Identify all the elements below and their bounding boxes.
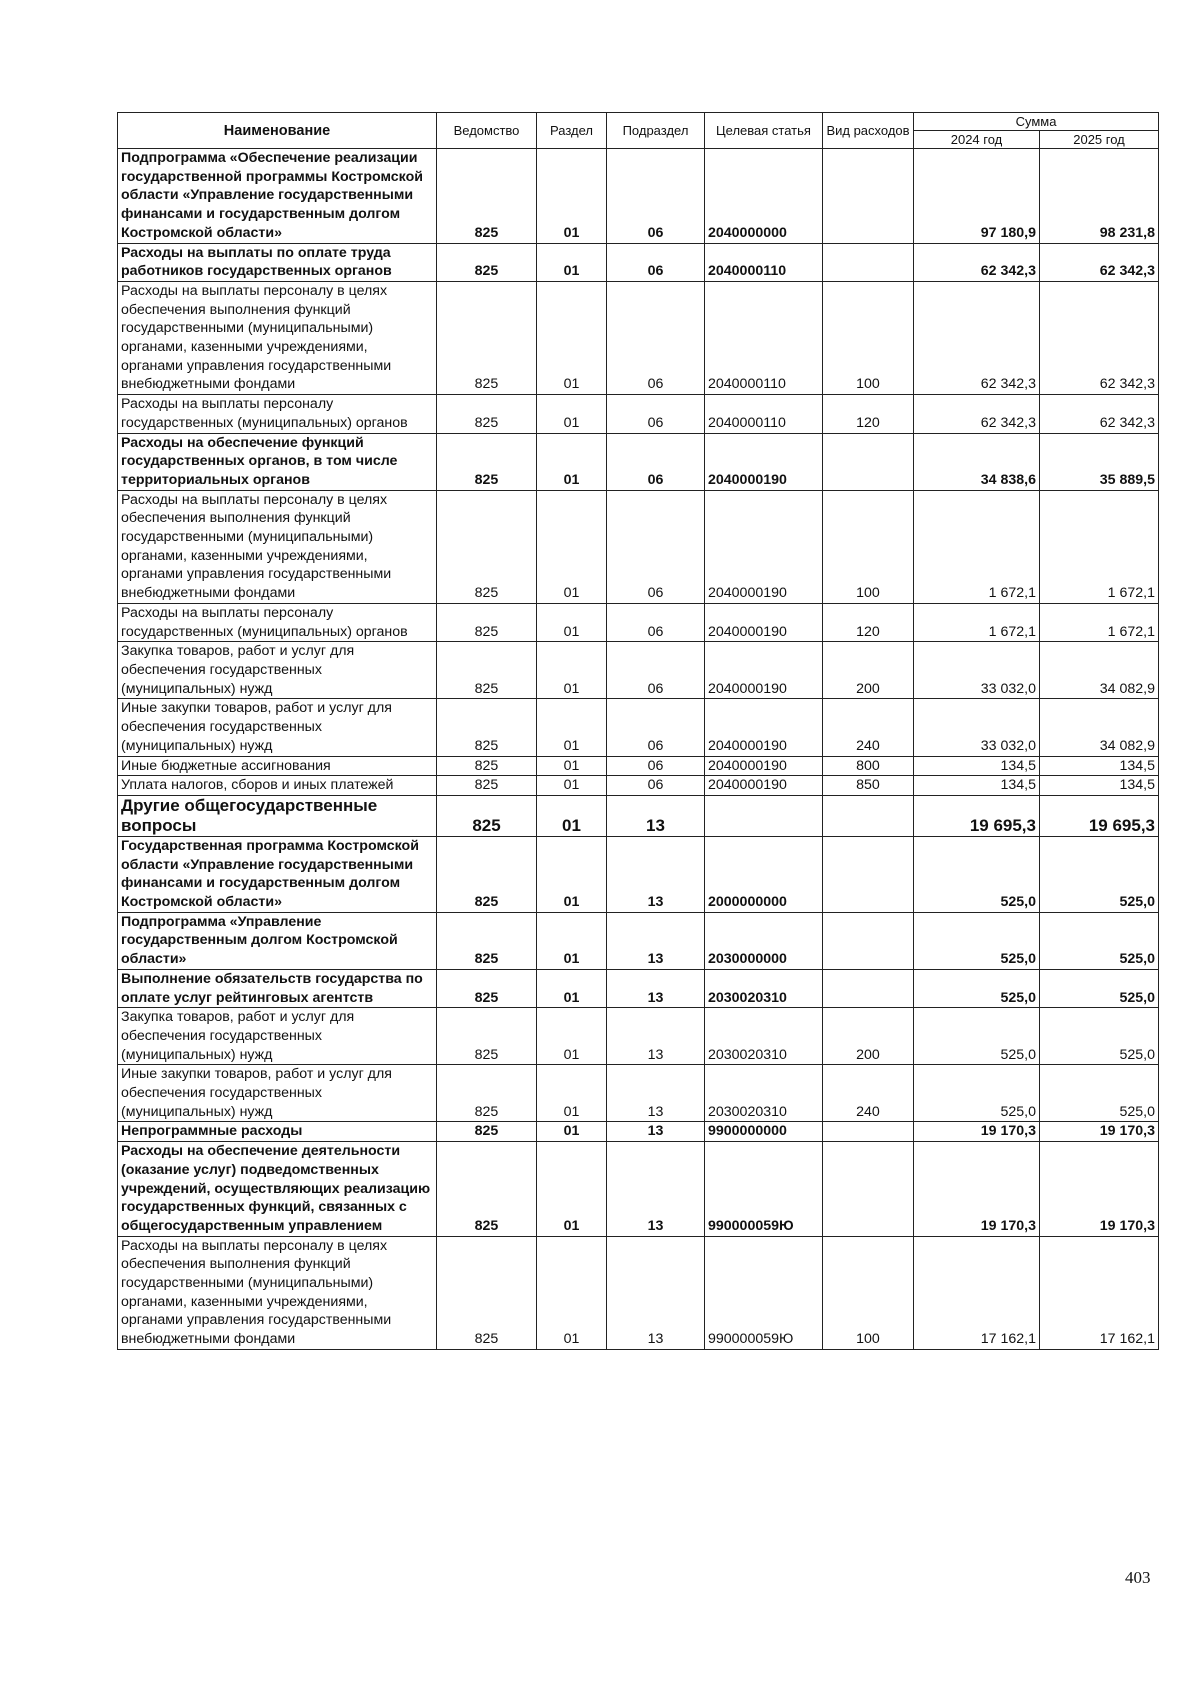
table-row xyxy=(118,1142,1159,1237)
row-vid xyxy=(823,1142,914,1237)
row-celevaya-statya: 2040000110 xyxy=(705,395,823,433)
row-vedomstvo: 825 xyxy=(437,395,537,433)
row-vid: 100 xyxy=(823,281,914,394)
row-vid: 120 xyxy=(823,395,914,433)
row-vid xyxy=(823,969,914,1007)
header-2025: 2025 год xyxy=(1040,131,1159,149)
row-podrazdel: 06 xyxy=(607,603,705,641)
row-celevaya-statya: 9900000000 xyxy=(705,1122,823,1142)
row-vid: 200 xyxy=(823,642,914,699)
row-razdel: 01 xyxy=(537,490,607,603)
row-sum-2024: 1 672,1 xyxy=(914,603,1040,641)
row-vedomstvo: 825 xyxy=(437,699,537,756)
row-vedomstvo: 825 xyxy=(437,1236,537,1349)
row-razdel: 01 xyxy=(537,1142,607,1237)
row-vedomstvo: 825 xyxy=(437,243,537,281)
row-celevaya-statya: 2040000190 xyxy=(705,603,823,641)
table-row xyxy=(118,1008,1159,1065)
row-sum-2024: 17 162,1 xyxy=(914,1236,1040,1349)
row-vedomstvo: 825 xyxy=(437,603,537,641)
row-sum-2025: 19 695,3 xyxy=(1040,795,1159,836)
row-name: Выполнение обязательств государства по оплате услуг рейтинговых агентств xyxy=(118,969,437,1007)
row-podrazdel: 13 xyxy=(607,1008,705,1065)
row-sum-2024: 19 170,3 xyxy=(914,1142,1040,1237)
row-name: Подпрограмма «Обеспечение реализации государственной программы Костромской области «Управление государственными финансами и государственным долгом Костромской области» xyxy=(118,149,437,244)
row-name: Закупка товаров, работ и услуг для обеспечения государственных (муниципальных) нужд xyxy=(118,1008,437,1065)
row-sum-2024: 1 672,1 xyxy=(914,490,1040,603)
row-vedomstvo: 825 xyxy=(437,836,537,912)
row-sum-2025: 62 342,3 xyxy=(1040,395,1159,433)
row-sum-2024: 62 342,3 xyxy=(914,395,1040,433)
row-name: Расходы на выплаты персоналу в целях обеспечения выполнения функций государственными (муниципальными) органами, казенными учреждениями, органами управления государственными внебюджетными фондами xyxy=(118,490,437,603)
row-name: Уплата налогов, сборов и иных платежей xyxy=(118,776,437,796)
row-celevaya-statya: 2040000000 xyxy=(705,149,823,244)
row-sum-2025: 62 342,3 xyxy=(1040,243,1159,281)
row-sum-2025: 1 672,1 xyxy=(1040,490,1159,603)
row-razdel: 01 xyxy=(537,1236,607,1349)
row-sum-2025: 525,0 xyxy=(1040,1008,1159,1065)
row-sum-2025: 19 170,3 xyxy=(1040,1142,1159,1237)
row-podrazdel: 13 xyxy=(607,1065,705,1122)
header-podrazdel: Подраздел xyxy=(607,113,705,149)
row-sum-2024: 97 180,9 xyxy=(914,149,1040,244)
table-row xyxy=(118,776,1159,796)
row-name: Расходы на обеспечение функций государственных органов, в том числе территориальных органов xyxy=(118,433,437,490)
header-summa: Сумма xyxy=(914,113,1159,131)
row-razdel: 01 xyxy=(537,699,607,756)
row-name: Иные закупки товаров, работ и услуг для обеспечения государственных (муниципальных) нужд xyxy=(118,699,437,756)
row-razdel: 01 xyxy=(537,603,607,641)
table-row xyxy=(118,1236,1159,1349)
row-celevaya-statya: 2030020310 xyxy=(705,1008,823,1065)
row-vid xyxy=(823,912,914,969)
row-vedomstvo: 825 xyxy=(437,1008,537,1065)
table-row xyxy=(118,756,1159,776)
row-vedomstvo: 825 xyxy=(437,912,537,969)
table-row xyxy=(118,433,1159,490)
row-razdel: 01 xyxy=(537,149,607,244)
row-sum-2024: 525,0 xyxy=(914,912,1040,969)
row-sum-2024: 525,0 xyxy=(914,1065,1040,1122)
row-podrazdel: 06 xyxy=(607,433,705,490)
row-vid: 850 xyxy=(823,776,914,796)
row-sum-2025: 134,5 xyxy=(1040,756,1159,776)
row-sum-2025: 19 170,3 xyxy=(1040,1122,1159,1142)
row-celevaya-statya: 2040000190 xyxy=(705,642,823,699)
table-row xyxy=(118,1122,1159,1142)
row-celevaya-statya: 2030020310 xyxy=(705,969,823,1007)
row-name: Расходы на выплаты персоналу в целях обеспечения выполнения функций государственными (муниципальными) органами, казенными учреждениями, органами управления государственными внебюджетными фондами xyxy=(118,281,437,394)
row-podrazdel: 06 xyxy=(607,281,705,394)
row-sum-2025: 34 082,9 xyxy=(1040,699,1159,756)
table-row xyxy=(118,699,1159,756)
row-sum-2025: 525,0 xyxy=(1040,912,1159,969)
row-podrazdel: 13 xyxy=(607,969,705,1007)
header-razdel: Раздел xyxy=(537,113,607,149)
row-podrazdel: 13 xyxy=(607,912,705,969)
row-name: Иные бюджетные ассигнования xyxy=(118,756,437,776)
row-vedomstvo: 825 xyxy=(437,776,537,796)
row-vedomstvo: 825 xyxy=(437,969,537,1007)
row-vedomstvo: 825 xyxy=(437,433,537,490)
row-podrazdel: 06 xyxy=(607,756,705,776)
table-row xyxy=(118,490,1159,603)
row-celevaya-statya: 990000059Ю xyxy=(705,1142,823,1237)
row-podrazdel: 06 xyxy=(607,490,705,603)
row-vedomstvo: 825 xyxy=(437,756,537,776)
row-celevaya-statya: 2000000000 xyxy=(705,836,823,912)
table-row xyxy=(118,969,1159,1007)
row-vid: 240 xyxy=(823,1065,914,1122)
row-sum-2025: 35 889,5 xyxy=(1040,433,1159,490)
row-name: Расходы на выплаты по оплате труда работников государственных органов xyxy=(118,243,437,281)
row-sum-2024: 525,0 xyxy=(914,969,1040,1007)
row-razdel: 01 xyxy=(537,912,607,969)
header-vedomstvo: Ведомство xyxy=(437,113,537,149)
row-celevaya-statya: 2040000110 xyxy=(705,281,823,394)
row-podrazdel: 13 xyxy=(607,1122,705,1142)
header-name: Наименование xyxy=(118,113,437,149)
row-celevaya-statya: 2040000190 xyxy=(705,699,823,756)
row-celevaya-statya: 990000059Ю xyxy=(705,1236,823,1349)
row-podrazdel: 13 xyxy=(607,1142,705,1237)
row-name: Другие общегосударственные вопросы xyxy=(118,795,437,836)
row-sum-2025: 525,0 xyxy=(1040,836,1159,912)
table-row xyxy=(118,243,1159,281)
row-sum-2025: 62 342,3 xyxy=(1040,281,1159,394)
row-vid xyxy=(823,1122,914,1142)
row-podrazdel: 13 xyxy=(607,836,705,912)
page-number: 403 xyxy=(1125,1568,1151,1587)
row-vid xyxy=(823,836,914,912)
row-podrazdel: 06 xyxy=(607,699,705,756)
row-podrazdel: 06 xyxy=(607,776,705,796)
row-razdel: 01 xyxy=(537,395,607,433)
row-sum-2025: 34 082,9 xyxy=(1040,642,1159,699)
row-sum-2024: 19 170,3 xyxy=(914,1122,1040,1142)
row-razdel: 01 xyxy=(537,795,607,836)
row-sum-2025: 134,5 xyxy=(1040,776,1159,796)
row-sum-2025: 17 162,1 xyxy=(1040,1236,1159,1349)
row-podrazdel: 06 xyxy=(607,642,705,699)
row-celevaya-statya: 2040000190 xyxy=(705,776,823,796)
row-podrazdel: 06 xyxy=(607,149,705,244)
row-vedomstvo: 825 xyxy=(437,490,537,603)
row-vedomstvo: 825 xyxy=(437,281,537,394)
table-row xyxy=(118,795,1159,836)
row-sum-2025: 525,0 xyxy=(1040,1065,1159,1122)
row-podrazdel: 13 xyxy=(607,1236,705,1349)
table-row xyxy=(118,281,1159,394)
row-vid: 240 xyxy=(823,699,914,756)
header-celevaya-statya: Целевая статья xyxy=(705,113,823,149)
row-name: Расходы на выплаты персоналу государственных (муниципальных) органов xyxy=(118,395,437,433)
row-sum-2024: 62 342,3 xyxy=(914,243,1040,281)
row-podrazdel: 13 xyxy=(607,795,705,836)
row-name: Расходы на выплаты персоналу государственных (муниципальных) органов xyxy=(118,603,437,641)
row-razdel: 01 xyxy=(537,836,607,912)
row-razdel: 01 xyxy=(537,969,607,1007)
row-name: Расходы на обеспечение деятельности (оказание услуг) подведомственных учреждений, осуществляющих реализацию государственных функций, связанных с общегосударственным управлением xyxy=(118,1142,437,1237)
row-sum-2024: 525,0 xyxy=(914,1008,1040,1065)
row-name: Иные закупки товаров, работ и услуг для обеспечения государственных (муниципальных) нужд xyxy=(118,1065,437,1122)
row-razdel: 01 xyxy=(537,776,607,796)
row-razdel: 01 xyxy=(537,243,607,281)
row-celevaya-statya: 2030000000 xyxy=(705,912,823,969)
row-sum-2024: 33 032,0 xyxy=(914,642,1040,699)
row-vedomstvo: 825 xyxy=(437,1122,537,1142)
row-vedomstvo: 825 xyxy=(437,1142,537,1237)
row-celevaya-statya: 2040000190 xyxy=(705,490,823,603)
header-vid-rashodov: Вид расходов xyxy=(823,113,914,149)
row-razdel: 01 xyxy=(537,433,607,490)
table-row xyxy=(118,642,1159,699)
table-row xyxy=(118,603,1159,641)
budget-table xyxy=(117,112,1159,1350)
row-vid: 120 xyxy=(823,603,914,641)
row-sum-2024: 134,5 xyxy=(914,776,1040,796)
row-razdel: 01 xyxy=(537,1008,607,1065)
row-vid: 800 xyxy=(823,756,914,776)
table-row xyxy=(118,149,1159,244)
row-vid: 200 xyxy=(823,1008,914,1065)
row-name: Подпрограмма «Управление государственным долгом Костромской области» xyxy=(118,912,437,969)
row-name: Закупка товаров, работ и услуг для обеспечения государственных (муниципальных) нужд xyxy=(118,642,437,699)
row-razdel: 01 xyxy=(537,1065,607,1122)
row-razdel: 01 xyxy=(537,1122,607,1142)
row-vedomstvo: 825 xyxy=(437,149,537,244)
row-name: Расходы на выплаты персоналу в целях обеспечения выполнения функций государственными (муниципальными) органами, казенными учреждениями, органами управления государственными внебюджетными фондами xyxy=(118,1236,437,1349)
row-sum-2024: 19 695,3 xyxy=(914,795,1040,836)
row-podrazdel: 06 xyxy=(607,395,705,433)
row-name: Государственная программа Костромской области «Управление государственными финансами и государственным долгом Костромской области» xyxy=(118,836,437,912)
row-celevaya-statya: 2040000190 xyxy=(705,433,823,490)
row-vedomstvo: 825 xyxy=(437,1065,537,1122)
row-vid xyxy=(823,795,914,836)
row-vid xyxy=(823,433,914,490)
row-podrazdel: 06 xyxy=(607,243,705,281)
row-vid: 100 xyxy=(823,1236,914,1349)
row-vedomstvo: 825 xyxy=(437,642,537,699)
row-sum-2024: 134,5 xyxy=(914,756,1040,776)
table-row xyxy=(118,395,1159,433)
row-vid xyxy=(823,149,914,244)
row-razdel: 01 xyxy=(537,642,607,699)
row-sum-2024: 525,0 xyxy=(914,836,1040,912)
row-vid: 100 xyxy=(823,490,914,603)
row-sum-2024: 33 032,0 xyxy=(914,699,1040,756)
row-celevaya-statya: 2040000110 xyxy=(705,243,823,281)
row-celevaya-statya: 2040000190 xyxy=(705,756,823,776)
row-celevaya-statya: 2030020310 xyxy=(705,1065,823,1122)
row-sum-2025: 525,0 xyxy=(1040,969,1159,1007)
row-celevaya-statya xyxy=(705,795,823,836)
row-sum-2025: 98 231,8 xyxy=(1040,149,1159,244)
row-sum-2025: 1 672,1 xyxy=(1040,603,1159,641)
table-row xyxy=(118,836,1159,912)
table-row xyxy=(118,1065,1159,1122)
header-2024: 2024 год xyxy=(914,131,1040,149)
row-razdel: 01 xyxy=(537,281,607,394)
row-vid xyxy=(823,243,914,281)
row-name: Непрограммные расходы xyxy=(118,1122,437,1142)
row-vedomstvo: 825 xyxy=(437,795,537,836)
row-sum-2024: 34 838,6 xyxy=(914,433,1040,490)
row-sum-2024: 62 342,3 xyxy=(914,281,1040,394)
row-razdel: 01 xyxy=(537,756,607,776)
table-row xyxy=(118,912,1159,969)
